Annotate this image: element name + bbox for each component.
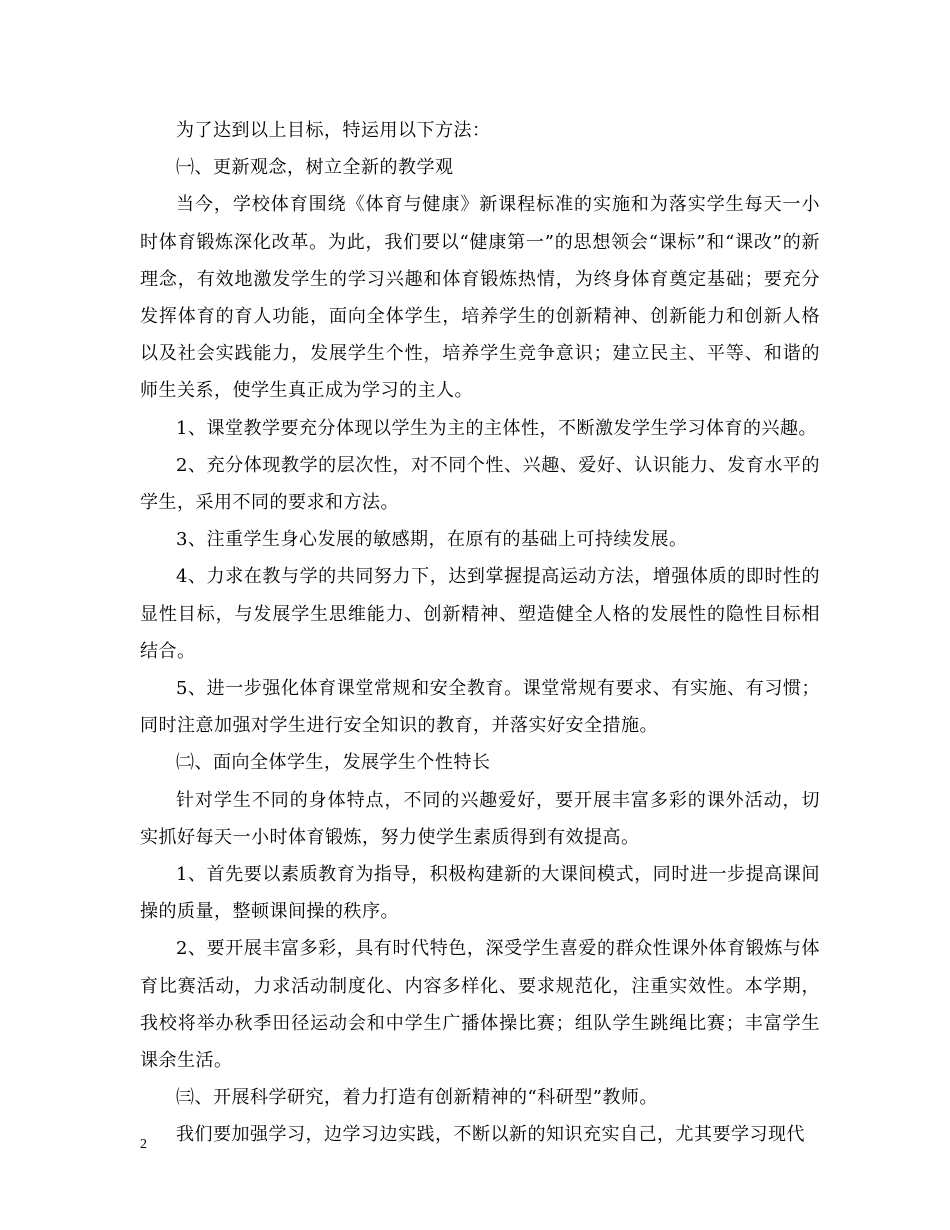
list-item: 1、首先要以素质教育为指导，积极构建新的大课间模式，同时进一步提高课间操的质量，整顿课间操的秩序。 xyxy=(140,864,820,923)
paragraph-body: 当今，学校体育围绕《体育与健康》新课程标准的实施和为落实学生每天一小时体育锻炼深化改革。为此，我们要以“健康第一”的思想领会“课标”和“课改”的新理念，有效地激发学生的学习兴趣和体育锻炼热情，为终身体育奠定基础；要充分发挥体育的育人功能，面向全体学生，培养学生的创新精神、创新能力和创新人格以及社会实践能力，发展学生个性，培养学生竞争意识；建立民主、平等、和谐的师生关系，使学生真正成为学习的主人。 xyxy=(140,194,820,402)
list-item: 5、进一步强化体育课堂常规和安全教育。课堂常规有要求、有实施、有习惯；同时注意加强对学生进行安全知识的教育，并落实好安全措施。 xyxy=(140,678,820,737)
page-number: 2 xyxy=(140,1137,147,1152)
section-heading-1: ㈠、更新观念，树立全新的教学观 xyxy=(176,157,454,179)
section-heading-3: ㈢、开展科学研究，着力打造有创新精神的“科研型”教师。 xyxy=(176,1087,658,1109)
paragraph-body: 针对学生不同的身体特点，不同的兴趣爱好，要开展丰富多彩的课外活动，切实抓好每天一小时体育锻炼，努力使学生素质得到有效提高。 xyxy=(140,789,820,848)
list-item: 1、课堂教学要充分体现以学生为主的主体性，不断激发学生学习体育的兴趣。 xyxy=(176,417,817,439)
list-item: 4、力求在教与学的共同努力下，达到掌握提高运动方法，增强体质的即时性的显性目标，与发展学生思维能力、创新精神、塑造健全人格的发展性的隐性目标相结合。 xyxy=(140,566,820,662)
list-item: 3、注重学生身心发展的敏感期，在原有的基础上可持续发展。 xyxy=(176,529,688,551)
list-item: 2、充分体现教学的层次性，对不同个性、兴趣、爱好、认识能力、发育水平的学生，采用不同的要求和方法。 xyxy=(140,454,820,514)
section-heading-2: ㈡、面向全体学生，发展学生个性特长 xyxy=(176,752,491,774)
paragraph-intro: 为了达到以上目标，特运用以下方法： xyxy=(176,120,491,141)
document-body xyxy=(140,112,820,1154)
list-item: 2、要开展丰富多彩，具有时代特色，深受学生喜爱的群众性课外体育锻炼与体育比赛活动，力求活动制度化、内容多样化、要求规范化，注重实效性。本学期，我校将举办秋季田径运动会和中学生广播体操比赛；组队学生跳绳比赛；丰富学生课余生活。 xyxy=(140,938,820,1072)
paragraph-body: 我们要加强学习，边学习边实践，不断以新的知识充实自己，尤其要学习现代 xyxy=(176,1124,805,1146)
